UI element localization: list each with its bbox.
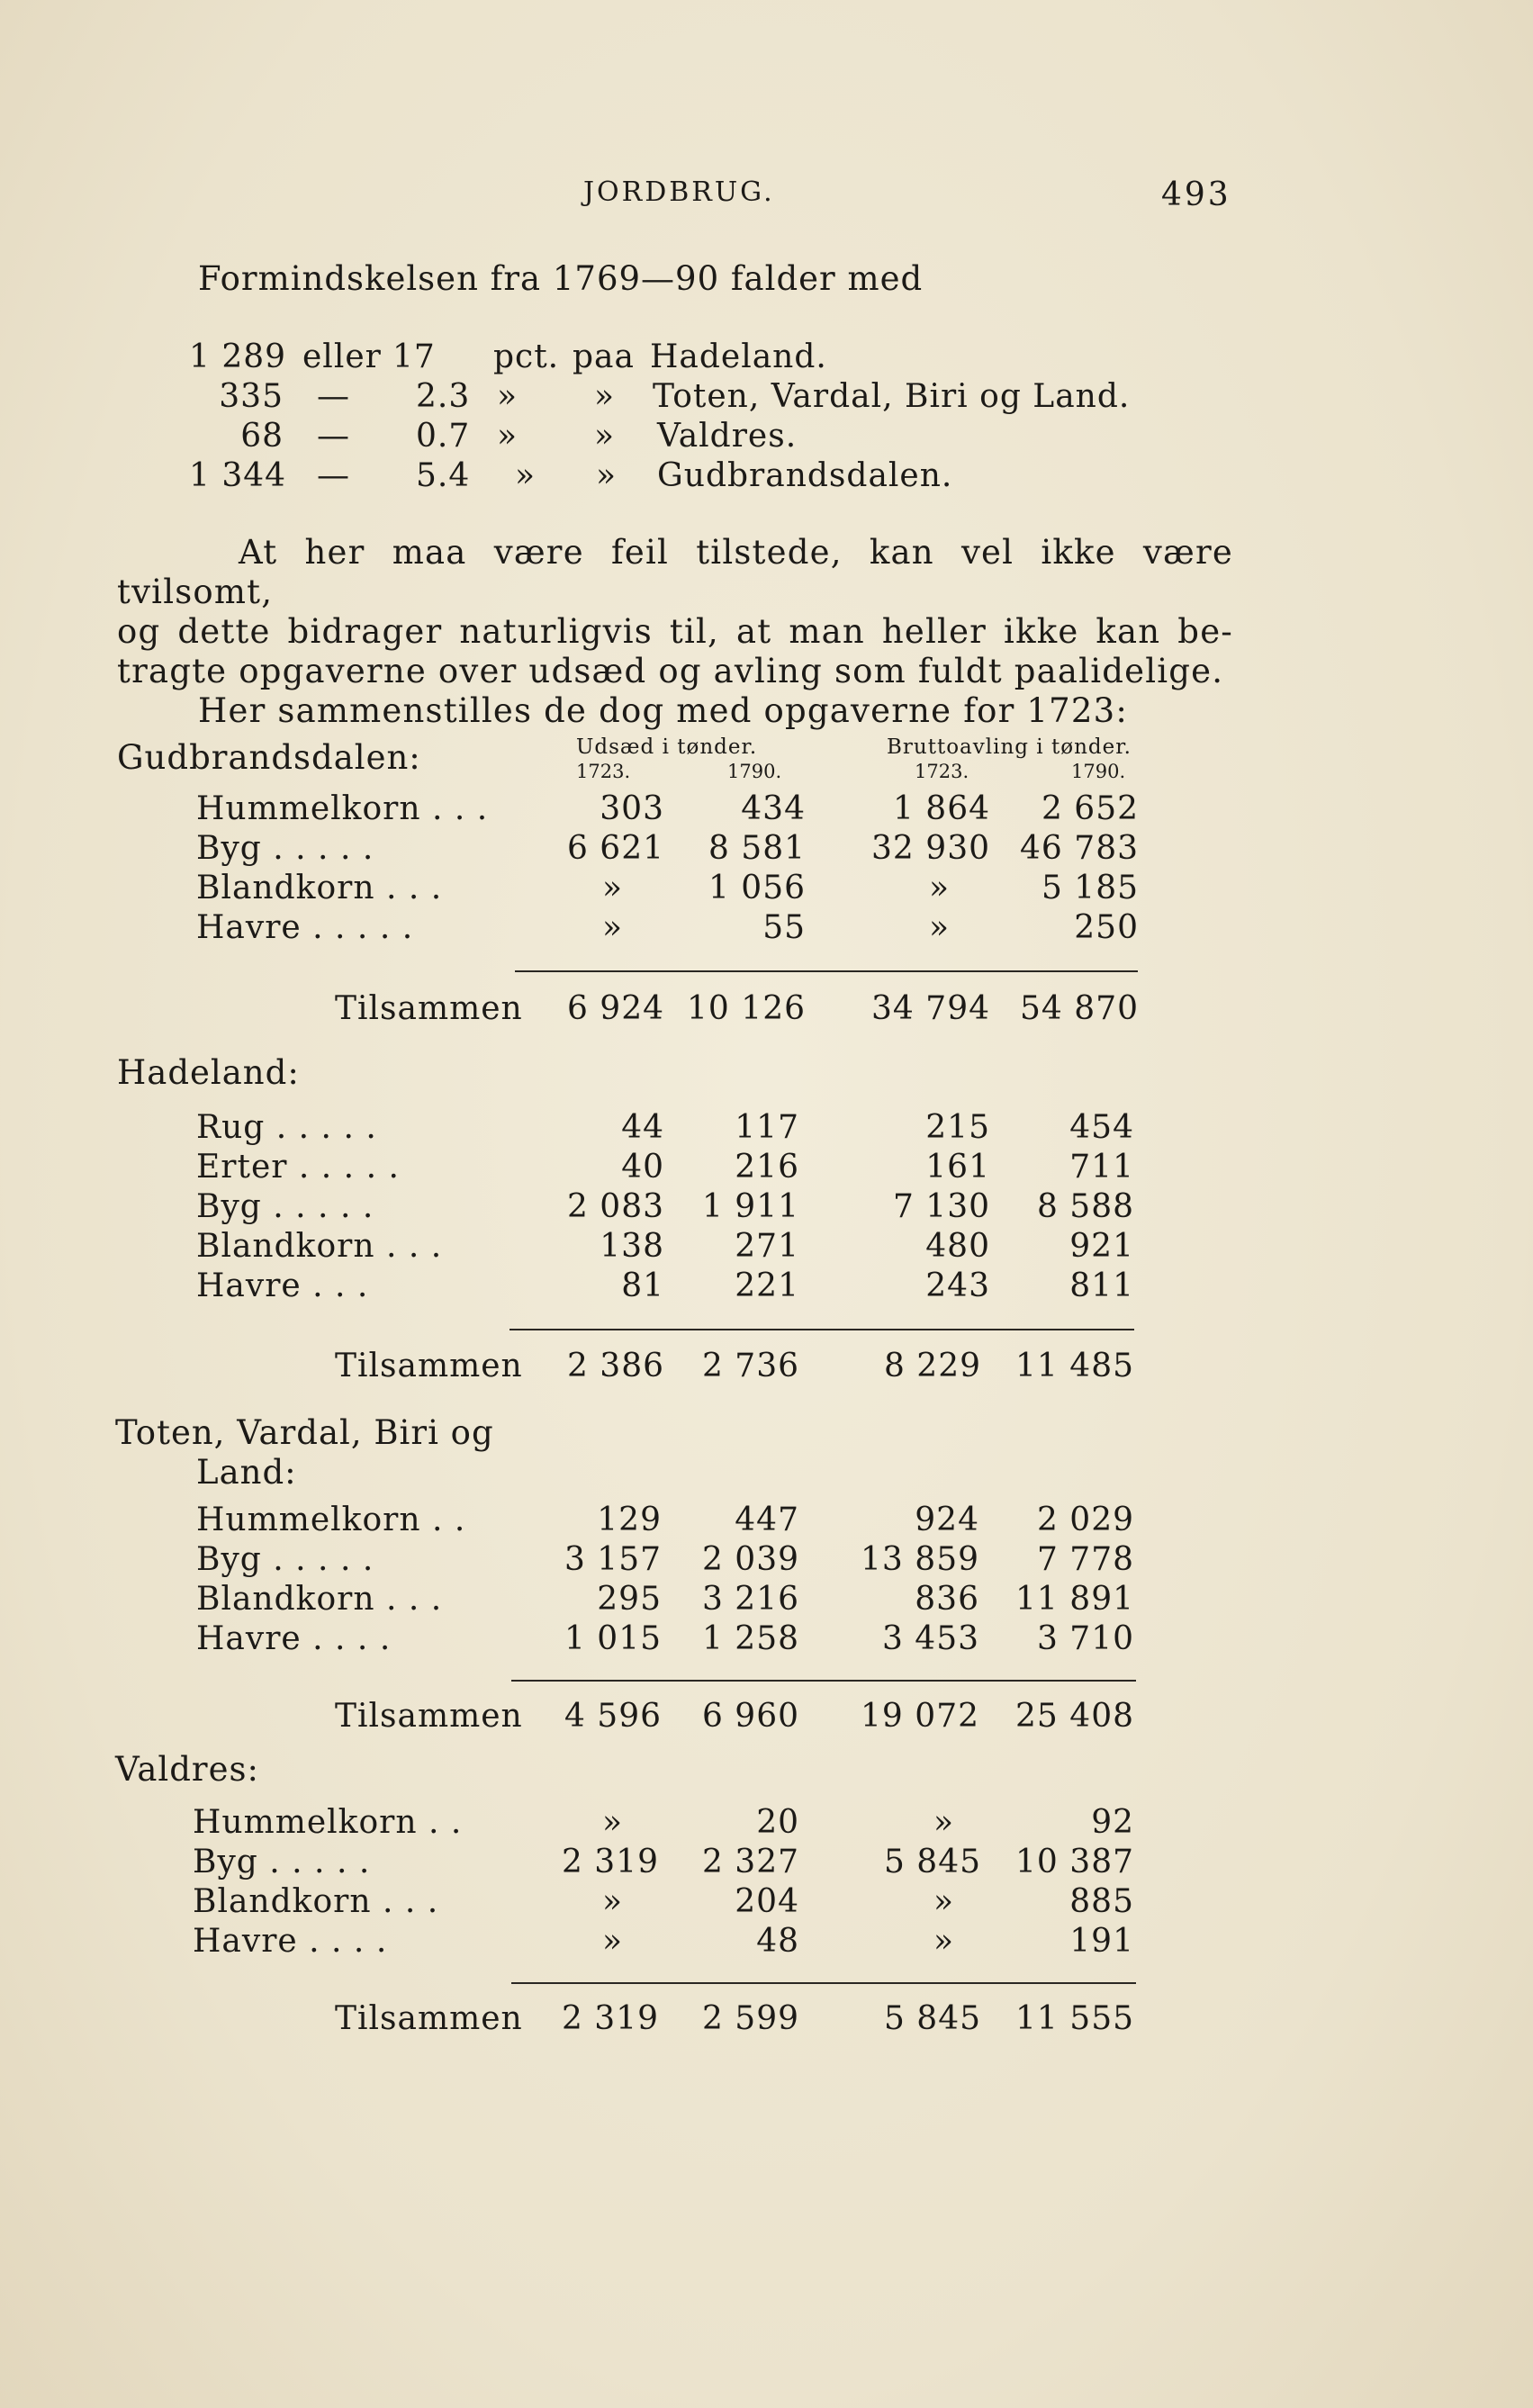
page-number: 493 xyxy=(1161,176,1231,213)
section-title: Hadeland: xyxy=(117,1053,300,1092)
cell: » xyxy=(601,1923,623,1960)
reduction-place: Hadeland. xyxy=(650,338,827,375)
cell: 161 xyxy=(925,1149,990,1186)
cell: » xyxy=(928,909,950,946)
cell: 11 891 xyxy=(1015,1581,1134,1618)
total-cell: 2 319 xyxy=(561,2000,659,2037)
cell: 8 581 xyxy=(708,830,806,867)
crop-label: Byg . . . . . xyxy=(196,1541,374,1578)
total-cell: 5 845 xyxy=(883,2000,981,2037)
reduction-conj: — xyxy=(317,418,350,455)
total-cell: 10 126 xyxy=(687,990,806,1027)
cell: 191 xyxy=(1069,1923,1134,1960)
cell: 46 783 xyxy=(1020,830,1139,867)
running-header: JORDBRUG. xyxy=(583,176,775,208)
cell: 3 710 xyxy=(1036,1620,1134,1657)
cell: 2 039 xyxy=(701,1541,799,1578)
cell: » xyxy=(928,870,950,906)
reduction-unit: » xyxy=(515,457,537,494)
reduction-amount: 335 xyxy=(219,378,284,415)
reduction-pct: 0.7 xyxy=(416,418,471,455)
section-title: Gudbrandsdalen: xyxy=(117,738,421,777)
total-cell: 11 485 xyxy=(1015,1348,1134,1384)
total-cell: 34 794 xyxy=(871,990,990,1027)
cell: 8 588 xyxy=(1036,1188,1134,1225)
cell: 811 xyxy=(1069,1267,1134,1304)
cell: 5 185 xyxy=(1041,870,1139,906)
crop-label: Byg . . . . . xyxy=(196,830,374,867)
crop-label: Hummelkorn . . xyxy=(193,1804,463,1841)
cell: 216 xyxy=(735,1149,799,1186)
total-cell: 2 386 xyxy=(566,1348,664,1384)
cell: 2 319 xyxy=(561,1844,659,1880)
column-header-seed: Udsæd i tønder. xyxy=(576,735,758,759)
cell: 2 652 xyxy=(1041,790,1139,827)
cell: 215 xyxy=(925,1109,990,1146)
year-header: 1790. xyxy=(727,761,782,782)
cell: 40 xyxy=(621,1149,664,1186)
total-rule xyxy=(515,970,1138,972)
cell: » xyxy=(933,1923,954,1960)
paragraph-line: Her sammenstilles de dog med opgaverne for 1723: xyxy=(198,691,1129,730)
intro-line: Formindskelsen fra 1769—90 falder med xyxy=(198,259,924,298)
column-header-crop: Bruttoavling i tønder. xyxy=(887,735,1132,759)
cell: 81 xyxy=(621,1267,664,1304)
total-rule xyxy=(511,1982,1136,1984)
total-cell: 6 924 xyxy=(566,990,664,1027)
cell: 836 xyxy=(915,1581,979,1618)
reduction-place: Gudbrandsdalen. xyxy=(657,457,953,494)
crop-label: Byg . . . . . xyxy=(196,1188,374,1225)
cell: 117 xyxy=(735,1109,799,1146)
cell: 1 056 xyxy=(708,870,806,906)
year-header: 1723. xyxy=(576,761,631,782)
cell: » xyxy=(933,1804,954,1841)
total-label: Tilsammen xyxy=(335,1348,523,1384)
cell: 2 083 xyxy=(566,1188,664,1225)
cell: » xyxy=(601,1804,623,1841)
cell: 7 778 xyxy=(1036,1541,1134,1578)
reduction-amount: 68 xyxy=(240,418,284,455)
total-cell: 8 229 xyxy=(883,1348,981,1384)
cell: 129 xyxy=(597,1502,662,1538)
cell: 295 xyxy=(597,1581,662,1618)
crop-label: Havre . . . . xyxy=(193,1923,388,1960)
total-label: Tilsammen xyxy=(335,2000,523,2037)
reduction-unit: » xyxy=(497,378,519,415)
total-rule xyxy=(511,1680,1136,1682)
reduction-conj: — xyxy=(317,457,350,494)
section-title-cont: Land: xyxy=(196,1453,297,1492)
paragraph-line: og dette bidrager naturligvis til, at man heller ikke kan be- xyxy=(117,612,1233,651)
reduction-place: Toten, Vardal, Biri og Land. xyxy=(653,378,1131,415)
section-title: Valdres: xyxy=(115,1750,259,1789)
reduction-prep: » xyxy=(596,457,618,494)
cell: 92 xyxy=(1091,1804,1134,1841)
total-cell: 2 736 xyxy=(701,1348,799,1384)
cell: » xyxy=(601,870,623,906)
cell: 20 xyxy=(756,1804,799,1841)
crop-label: Hummelkorn . . . xyxy=(196,790,489,827)
cell: 44 xyxy=(621,1109,664,1146)
cell: 2 327 xyxy=(701,1844,799,1880)
reduction-place: Valdres. xyxy=(657,418,798,455)
reduction-pct: 2.3 xyxy=(416,378,471,415)
cell: 1 258 xyxy=(701,1620,799,1657)
reduction-prep: » xyxy=(594,418,616,455)
cell: 711 xyxy=(1069,1149,1134,1186)
cell: 3 216 xyxy=(701,1581,799,1618)
total-cell: 2 599 xyxy=(701,2000,799,2037)
cell: 434 xyxy=(741,790,806,827)
cell: 243 xyxy=(925,1267,990,1304)
year-header: 1790. xyxy=(1071,761,1126,782)
cell: 3 157 xyxy=(564,1541,662,1578)
cell: » xyxy=(933,1883,954,1920)
total-label: Tilsammen xyxy=(335,990,523,1027)
cell: » xyxy=(601,909,623,946)
total-cell: 25 408 xyxy=(1015,1698,1134,1735)
crop-label: Blandkorn . . . xyxy=(193,1883,439,1920)
reduction-prep: paa xyxy=(573,338,635,375)
body-paragraph xyxy=(117,533,1233,731)
cell: 1 911 xyxy=(701,1188,799,1225)
cell: 10 387 xyxy=(1015,1844,1134,1880)
cell: 5 845 xyxy=(883,1844,981,1880)
year-header: 1723. xyxy=(915,761,969,782)
reduction-unit: pct. xyxy=(493,338,560,375)
reduction-amount: 1 344 xyxy=(189,457,287,494)
total-cell: 6 960 xyxy=(701,1698,799,1735)
reduction-amount: 1 289 xyxy=(189,338,287,375)
cell: 138 xyxy=(600,1228,664,1265)
cell: 13 859 xyxy=(861,1541,979,1578)
reduction-conj: — xyxy=(317,378,350,415)
cell: 204 xyxy=(735,1883,799,1920)
crop-label: Blandkorn . . . xyxy=(196,870,443,906)
cell: 2 029 xyxy=(1036,1502,1134,1538)
paragraph-line: tragte opgaverne over udsæd og avling som fuldt paalidelige. xyxy=(117,652,1224,690)
section-title: Toten, Vardal, Biri og xyxy=(115,1413,494,1452)
cell: 454 xyxy=(1069,1109,1134,1146)
crop-label: Havre . . . . . xyxy=(196,909,414,946)
cell: 48 xyxy=(756,1923,799,1960)
reduction-unit: » xyxy=(497,418,519,455)
reduction-pct: 5.4 xyxy=(416,457,471,494)
total-cell: 4 596 xyxy=(564,1698,662,1735)
crop-label: Blandkorn . . . xyxy=(196,1581,443,1618)
total-cell: 54 870 xyxy=(1020,990,1139,1027)
crop-label: Havre . . . xyxy=(196,1267,369,1304)
cell: 221 xyxy=(735,1267,799,1304)
cell: 7 130 xyxy=(892,1188,990,1225)
cell: 250 xyxy=(1074,909,1139,946)
cell: 271 xyxy=(735,1228,799,1265)
total-label: Tilsammen xyxy=(335,1698,523,1735)
cell: 480 xyxy=(925,1228,990,1265)
cell: » xyxy=(601,1883,623,1920)
crop-label: Erter . . . . . xyxy=(196,1149,400,1186)
cell: 32 930 xyxy=(871,830,990,867)
cell: 1 864 xyxy=(892,790,990,827)
crop-label: Hummelkorn . . xyxy=(196,1502,466,1538)
reduction-pct: 17 xyxy=(392,338,436,375)
crop-label: Blandkorn . . . xyxy=(196,1228,443,1265)
crop-label: Rug . . . . . xyxy=(196,1109,377,1146)
crop-label: Byg . . . . . xyxy=(193,1844,371,1880)
cell: 1 015 xyxy=(564,1620,662,1657)
cell: 447 xyxy=(735,1502,799,1538)
cell: 6 621 xyxy=(566,830,664,867)
cell: 3 453 xyxy=(881,1620,979,1657)
crop-label: Havre . . . . xyxy=(196,1620,392,1657)
paragraph-line: At her maa være feil tilstede, kan vel ikke være tvilsomt, xyxy=(117,533,1233,611)
cell: 924 xyxy=(915,1502,979,1538)
total-rule xyxy=(509,1329,1134,1330)
cell: 55 xyxy=(762,909,806,946)
cell: 921 xyxy=(1069,1228,1134,1265)
cell: 303 xyxy=(600,790,664,827)
reduction-prep: » xyxy=(594,378,616,415)
cell: 885 xyxy=(1069,1883,1134,1920)
reduction-conj: eller xyxy=(302,338,382,375)
total-cell: 11 555 xyxy=(1015,2000,1134,2037)
total-cell: 19 072 xyxy=(861,1698,979,1735)
